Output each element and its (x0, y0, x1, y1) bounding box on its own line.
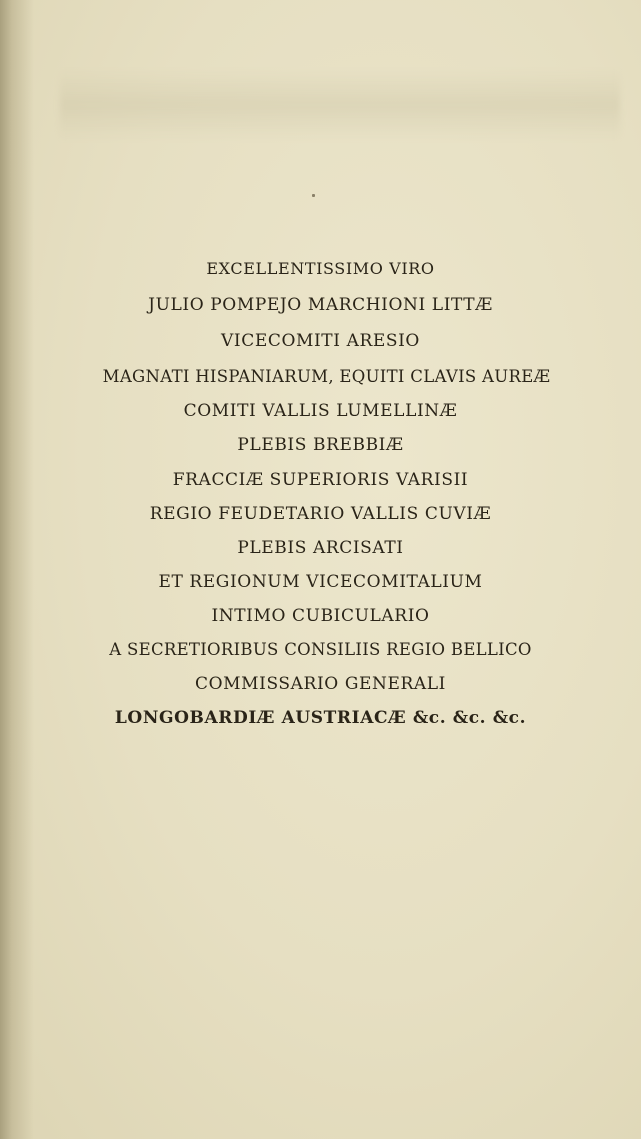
dedication-line: A SECRETIORIBUS CONSILIIS REGIO BELLICO (109, 640, 532, 659)
dedication-line: INTIMO CUBICULARIO (211, 606, 430, 626)
dedication-line: PLEBIS ARCISATI (237, 538, 404, 558)
dedication-line: ET REGIONUM VICECOMITALIUM (158, 572, 483, 592)
dedication-line: JULIO POMPEJO MARCHIONI LITTÆ (148, 295, 493, 315)
dedication-line: REGIO FEUDETARIO VALLIS CUVIÆ (149, 504, 492, 524)
dedication-line: VICECOMITI ARESIO (221, 331, 420, 351)
ink-speck (312, 194, 315, 197)
dedication-line: PLEBIS BREBBIÆ (237, 435, 404, 455)
bleed-through-text (60, 70, 620, 140)
dedication-line: COMMISSARIO GENERALI (195, 674, 446, 694)
dedication-line: MAGNATI HISPANIARUM, EQUITI CLAVIS AUREÆ (102, 367, 551, 386)
dedication-line: FRACCIÆ SUPERIORIS VARISII (172, 470, 469, 490)
dedication-line: EXCELLENTISSIMO VIRO (206, 259, 435, 278)
spine-shadow (0, 0, 34, 1139)
dedication-line: COMITI VALLIS LUMELLINÆ (183, 401, 458, 421)
dedication-line: LONGOBARDIÆ AUSTRIACÆ &c. &c. &c. (114, 708, 527, 728)
